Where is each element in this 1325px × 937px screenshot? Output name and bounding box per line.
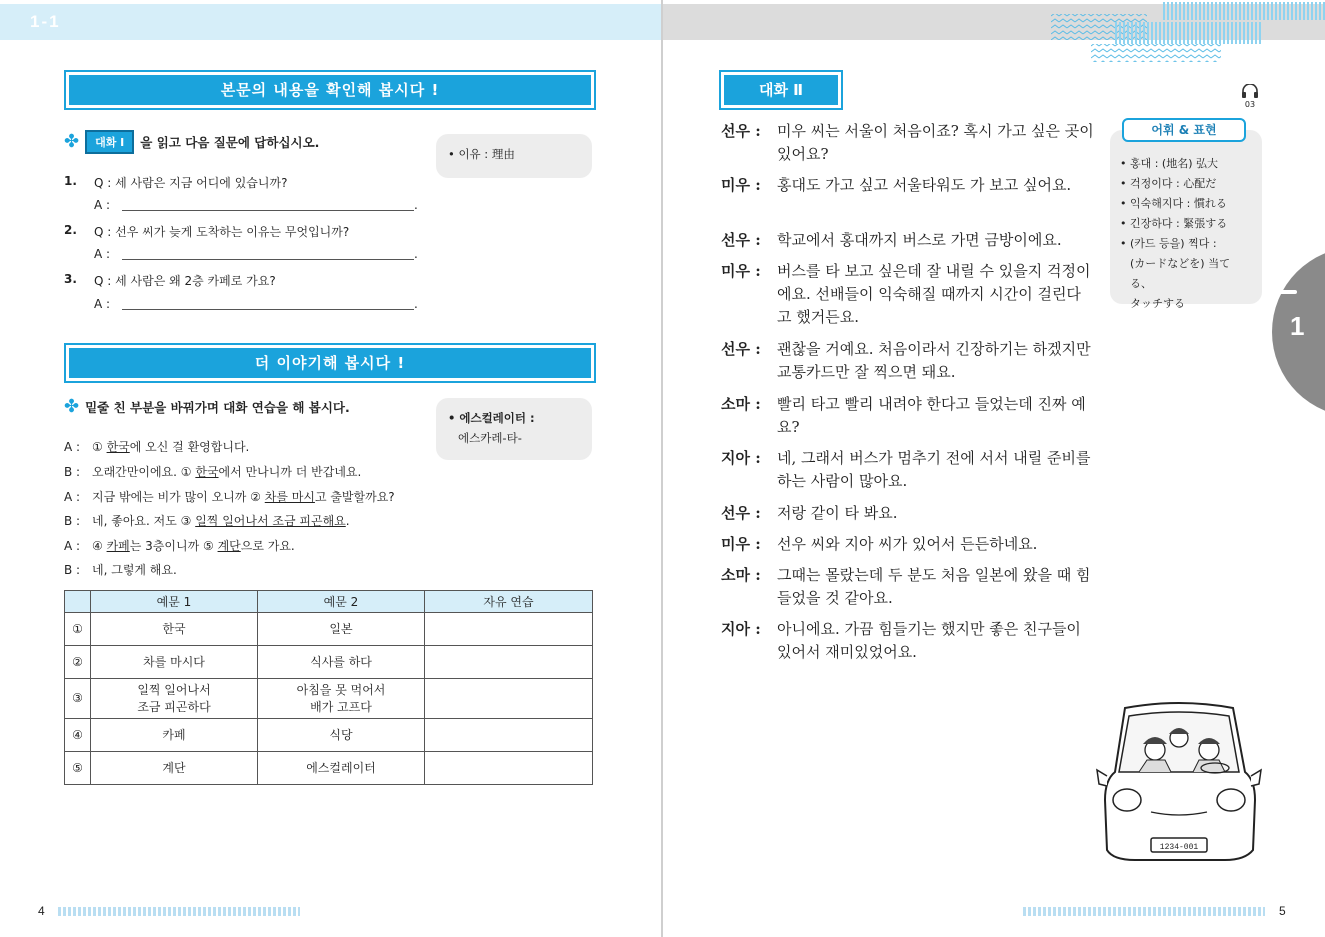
dialogue-tag: 대화 Ⅰ <box>85 130 134 154</box>
headphones-icon <box>1241 84 1259 98</box>
dialogue-line <box>721 174 1095 197</box>
table-row: ① 한국 일본 <box>65 613 593 646</box>
speaker: 미우 : <box>721 535 761 553</box>
speaker: 지아 : <box>721 620 761 638</box>
answer-row: A : . <box>94 297 418 311</box>
footer-dot-bar <box>58 907 300 916</box>
underlined-phrase: 계단 <box>217 539 241 553</box>
free-practice-cell[interactable] <box>425 752 593 785</box>
banner-check-content <box>64 70 596 110</box>
note-text: • 이유 : 理由 <box>448 147 515 161</box>
line-text: 그때는 몰랐는데 두 분도 처음 일본에 왔을 때 힘들었을 것 같아요. <box>777 566 1091 607</box>
free-practice-cell[interactable] <box>425 646 593 679</box>
free-practice-cell[interactable] <box>425 719 593 752</box>
chapter-number: 1 <box>1290 311 1305 341</box>
answer-blank[interactable] <box>122 247 414 260</box>
speaker: 미우 : <box>721 262 761 280</box>
question-text: Q : 세 사람은 왜 2층 카페로 가요? <box>94 274 276 288</box>
vocab-item: • 걱정이다 : 心配だ <box>1120 177 1217 190</box>
question-number: 3. <box>64 272 77 286</box>
table-header-row <box>65 591 593 613</box>
right-page <box>663 0 1325 937</box>
dialogue-line <box>721 618 1095 664</box>
banner-title: 대화 Ⅱ <box>724 75 838 105</box>
answer-blank[interactable] <box>122 198 414 211</box>
dialogue-line <box>721 564 1095 610</box>
underlined-phrase: 일찍 일어나서 조금 피곤해요 <box>195 514 346 528</box>
line-text: 버스를 타 보고 싶은데 잘 내릴 수 있을지 걱정이에요. 선배들이 익숙해질 때까지 시간이 걸린다고 했거든요. <box>777 262 1091 326</box>
speaker: 소마 : <box>721 566 761 584</box>
speaker: 선우 : <box>721 122 761 140</box>
banner-title: 본문의 내용을 확인해 봅시다 ! <box>69 75 591 105</box>
practice-table <box>64 590 593 785</box>
speaker: 선우 : <box>721 504 761 522</box>
note-box-escalator <box>436 398 592 460</box>
note-text: • 에스컬레이터 : <box>448 411 535 425</box>
underlined-phrase: 한국 <box>195 465 219 479</box>
practice-instruction: 밑줄 친 부분을 바꿔가며 대화 연습을 해 봅시다. <box>85 400 350 415</box>
banner-talk-more <box>64 343 596 383</box>
table-row: ④ 카페 식당 <box>65 719 593 752</box>
table-row: ② 차를 마시다 식사를 하다 <box>65 646 593 679</box>
banner-dialogue-2 <box>719 70 843 110</box>
vocab-item: • 홍대 : (地名) 弘大 <box>1120 157 1219 170</box>
note-box-reason <box>436 134 592 178</box>
dialogue-line <box>721 502 1095 525</box>
license-plate: 1234-001 <box>1159 843 1199 852</box>
practice-line: B : 오래간만이에요. ① 한국에서 만나니까 더 반갑네요. <box>64 465 362 479</box>
question-instruction: 을 읽고 다음 질문에 답하십시오. <box>140 135 320 150</box>
line-text: 미우 씨는 서울이 처음이죠? 혹시 가고 싶은 곳이 있어요? <box>777 122 1094 163</box>
practice-line: B : 네, 그렇게 해요. <box>64 563 177 577</box>
vocab-title: 어휘 & 표현 <box>1122 118 1246 142</box>
audio-track[interactable] <box>1239 84 1261 109</box>
vocab-item: • 긴장하다 : 緊張する <box>1120 217 1228 230</box>
answer-blank[interactable] <box>122 297 414 310</box>
question-text: Q : 선우 씨가 늦게 도착하는 이유는 무엇입니까? <box>94 225 350 239</box>
question-number: 1. <box>64 174 77 188</box>
car-illustration <box>1095 700 1263 870</box>
practice-line: A : ① 한국에 오신 걸 환영합니다. <box>64 440 250 454</box>
underlined-phrase: 차를 마시 <box>264 490 315 504</box>
dialogue-line <box>721 447 1095 493</box>
page-number: 5 <box>1279 904 1286 918</box>
speaker: 미우 : <box>721 176 761 194</box>
header-bar-left <box>0 4 661 40</box>
line-text: 네, 그래서 버스가 멈추기 전에 서서 내릴 준비를 하는 사람이 많아요. <box>777 449 1091 490</box>
question-row <box>64 223 349 240</box>
line-text: 괜찮을 거예요. 처음이라서 긴장하기는 하겠지만 교통카드만 잘 찍으면 돼요. <box>777 340 1091 381</box>
dialogue-line <box>721 533 1095 556</box>
banner-title: 더 이야기해 봅시다 ! <box>69 348 591 378</box>
answer-label: A : <box>94 198 111 212</box>
vocab-item: • 익숙해지다 : 慣れる <box>1120 197 1227 210</box>
wave-pattern-decoration <box>1051 0 1325 64</box>
chapter-tab-dash <box>1275 290 1297 294</box>
practice-line: A : ④ 카페는 3층이니까 ⑤ 계단으로 가요. <box>64 539 295 553</box>
line-text: 선우 씨와 지아 씨가 있어서 든든하네요. <box>777 535 1038 553</box>
answer-row: A : . <box>94 247 418 261</box>
vocab-item: (カードなどを) 当てる、 <box>1130 257 1231 290</box>
flower-bullet-icon: ✤ <box>64 131 80 152</box>
answer-label: A : <box>94 297 111 311</box>
practice-line: B : 네, 좋아요. 저도 ③ 일찍 일어나서 조금 피곤해요. <box>64 514 350 528</box>
question-text: Q : 세 사람은 지금 어디에 있습니까? <box>94 176 288 190</box>
dialogue-line <box>721 120 1095 166</box>
answer-label: A : <box>94 247 111 261</box>
footer-dot-bar <box>1023 907 1265 916</box>
audio-track-number: 03 <box>1244 100 1256 109</box>
question-row <box>64 272 276 289</box>
line-text: 홍대도 가고 싶고 서울타워도 가 보고 싶어요. <box>777 176 1072 194</box>
line-text: 빨리 타고 빨리 내려야 한다고 들었는데 진짜 예요? <box>777 395 1086 436</box>
table-header: 예문 1 <box>91 591 258 613</box>
speaker: 선우 : <box>721 231 761 249</box>
vocab-item: タッチする <box>1130 297 1185 310</box>
speaker: 선우 : <box>721 340 761 358</box>
table-row: ③ 일찍 일어나서 조금 피곤하다 아침을 못 먹어서 배가 고프다 <box>65 679 593 719</box>
line-text: 아니에요. 가끔 힘들기는 했지만 좋은 친구들이 있어서 재미있었어요. <box>777 620 1081 661</box>
speaker: 지아 : <box>721 449 761 467</box>
line-text: 저랑 같이 타 봐요. <box>777 504 898 522</box>
practice-heading <box>64 398 350 416</box>
dialogue-line <box>721 338 1095 384</box>
underlined-phrase: 한국 <box>106 440 130 454</box>
free-practice-cell[interactable] <box>425 679 593 719</box>
line-text: 학교에서 홍대까지 버스로 가면 금방이에요. <box>777 231 1062 249</box>
dialogue-line <box>721 260 1095 329</box>
question-number: 2. <box>64 223 77 237</box>
dialogue-line <box>721 393 1095 439</box>
left-page <box>0 0 661 937</box>
chapter-tab[interactable] <box>1272 247 1325 417</box>
flower-bullet-icon: ✤ <box>64 396 80 417</box>
underlined-phrase: 카페 <box>106 539 130 553</box>
note-text: 에스카레-타- <box>458 431 522 445</box>
section-label: 1-1 <box>30 12 61 31</box>
page-number: 4 <box>38 904 45 918</box>
dialogue-line <box>721 229 1095 252</box>
table-header: 예문 2 <box>258 591 425 613</box>
free-practice-cell[interactable] <box>425 613 593 646</box>
vocab-box <box>1110 130 1262 310</box>
practice-line: A : 지금 밖에는 비가 많이 오니까 ② 차를 마시고 출발할까요? <box>64 490 395 504</box>
table-row: ⑤ 계단 에스컬레이터 <box>65 752 593 785</box>
table-header: 자유 연습 <box>425 591 593 613</box>
answer-row: A : . <box>94 198 418 212</box>
question-row <box>64 174 287 191</box>
speaker: 소마 : <box>721 395 761 413</box>
question-heading <box>64 130 319 154</box>
vocab-item: • (카드 등을) 찍다 : <box>1120 237 1217 250</box>
